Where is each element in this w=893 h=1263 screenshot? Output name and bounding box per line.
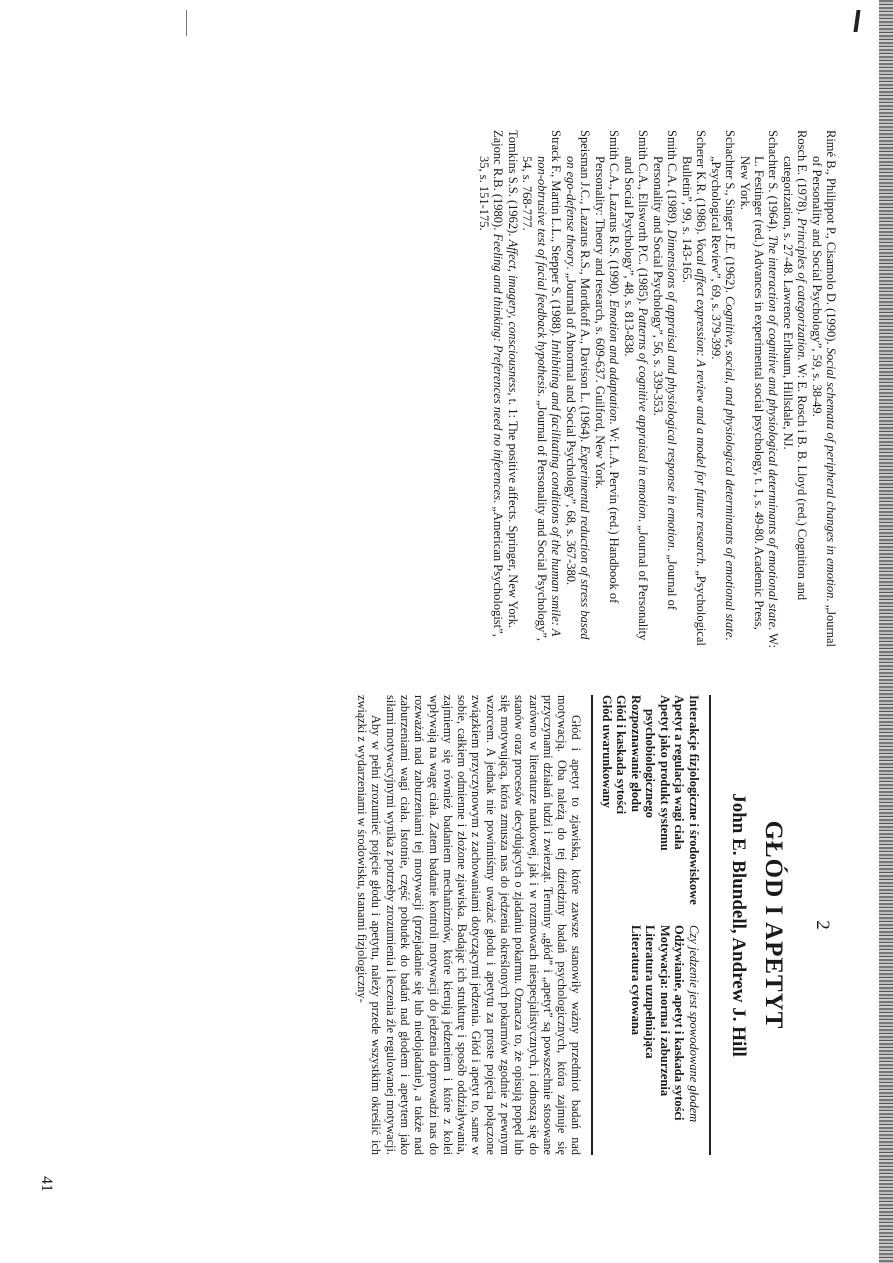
reference-source: . W: E. Rosch i B. B. Lloyd (red.) Cognition and categorization, s. 27-48. Lawrence Erlbaum, Hillsdale, NJ.	[780, 156, 809, 601]
contents-item: Literatura cytowana	[629, 925, 643, 1036]
contents-item: Apetyt jako produkt systemu psychobiologicznego	[643, 695, 672, 851]
reference-entry	[621, 130, 649, 650]
reference-authors: Scherer K.R. (1986).	[693, 130, 708, 238]
reference-authors: Smith C.A. (1989).	[664, 130, 679, 230]
contents-item: Rozpoznawanie głodu	[629, 695, 643, 813]
reference-entry	[650, 130, 678, 650]
reference-source: . „Journal of Personality and Social Psychology”, 54, s. 768-777.	[520, 156, 549, 641]
reference-title: Vocal affect expression: A review and a model for future research	[693, 237, 708, 564]
contents-item: Głód uwarunkowany	[600, 695, 614, 808]
reference-title: Cognitive, social, and physiological determinants of emotional state	[722, 295, 737, 638]
reference-entry	[476, 130, 504, 650]
reference-source: . „Journal of Personality and Social Psychology”, 56, s. 339-353.	[650, 156, 679, 611]
reference-title: Affect, imagery, consciousness	[505, 239, 520, 393]
reference-source: . „Journal of Personality and Social Psychology”, 59, s. 38-49.	[809, 156, 838, 647]
reference-authors: Schachter S., Singer J.E. (1962).	[722, 130, 737, 296]
reference-title: Experimental reduction of stress based on ego-defense theory	[563, 156, 592, 640]
contents-item: Odżywianie, apetyt i kaskada sytości	[672, 925, 687, 1121]
references-list	[476, 130, 838, 650]
chapter-contents	[594, 695, 710, 1155]
reference-source: , t. 1: The positive affects. Springer, New York.	[505, 392, 520, 629]
chapter-title: GŁÓD I APETYT	[760, 820, 787, 1030]
reference-entry	[563, 130, 591, 650]
bottom-rule	[592, 695, 594, 1155]
reference-entry	[708, 130, 736, 650]
chapter-authors: John E. Blundell, Andrew J. Hill	[728, 793, 749, 1057]
contents-item: Literatura uzupełniająca	[643, 925, 658, 1059]
reference-authors: Schachter S. (1964).	[766, 130, 780, 236]
reference-source: . „Psychological Review”, 69, s. 379-399.	[708, 156, 737, 641]
reference-authors: Speisman J.C., Lazarus R.S., Mordkoff A., Davison L. (1964).	[577, 130, 592, 446]
reference-title: Emotion and adaptation	[606, 299, 621, 422]
chapter-body	[355, 695, 584, 1155]
contents-item: Apetyt a regulacja wagi ciała	[672, 695, 687, 850]
reference-authors: Smith C.A., Lazarus R.S. (1990).	[606, 130, 621, 300]
reference-title: Feeling and thinking: Preferences need no inferences	[490, 233, 505, 501]
reference-source: . W: L.A. Pervin (red.) Handbook of Personality: Theory and research, s. 609-637. Guilford, New York.	[592, 156, 621, 604]
reference-entry	[505, 130, 519, 650]
reference-source: . „Psychological Bulletin”, 99, s. 143-165.	[679, 156, 708, 646]
reference-authors: Zajonc R.B. (1980).	[490, 130, 505, 234]
contents-item: Głód i kaskada sytości	[614, 695, 629, 815]
reference-title: Patterns of cognitive appraisal in emotion	[635, 307, 650, 519]
reference-source: . W: L. Festinger (red.) Advances in experimental social psychology, t. 1, s. 49-80. Academic Press, New York.	[737, 156, 780, 648]
reference-title: Dimensions of appraisal and physiological response in emotion	[664, 229, 679, 548]
body-paragraph: Głód i apetyt to zjawiska, które zawsze stanowiły ważny przedmiot badań nad motywacją. Oba należą do tej dziedziny badań psychologicznych, która zajmuje się przyczynami działań ludzi i zwierząt. Terminy „głód” i „apetyt” są powszechnie stosowane zarówno w literaturze naukowej, jak i w rozmowach niespecjalistycznych, i odnoszą się do stanów oraz procesów decydujących o zjadaniu pokarmu. Oznacza to, że opisują popęd lub siłę motywującą, która zmusza nas do jedzenia określonych pokarmów zgodnie z pewnym wzorcem. A jednak nie powinniśmy uważać głodu i apetytu za proste pojęcia połączone związkiem przyczynowym z zachowaniami dotyczącymi jedzenia. Głód i apetyt to, same w sobie, całkiem odmienne i złożone zjawiska. Badając ich strukturę i sposób oddziaływania, zajmiemy się również badaniem mechanizmów, które kierują jedzeniem i które z kolei wpływają na wagę ciała. Zatem badanie kontroli motywacji do jedzenia doprowadzi nas do rozważań nad zaburzeniami tej motywacji (przejadanie się lub niedojadanie), a także nad zaburzeniami wagi ciała. Istotnie, część pobudek do badań nad głodem i apetytem jako siłami motywacyjnymi wynika z potrzeby zrozumienia i leczenia źle regulowanej motywacji.	[383, 695, 584, 1155]
reference-entry	[679, 130, 707, 650]
reference-title: Social schemata of peripheral changes in emotion	[824, 347, 838, 599]
reference-source: . „Journal of Abnormal and Social Psychology”, 68, s. 367-380.	[563, 266, 578, 586]
reference-authors: Strack F., Martin L.L., Stepper S. (1988).	[548, 130, 563, 340]
reference-entry	[520, 130, 563, 650]
reference-authors: Rimé B., Philippot P., Cisamolo D. (1990).	[824, 130, 838, 348]
contents-left-column	[600, 695, 702, 925]
reference-source: . „Journal of Personality and Social Psychology”, 48, s. 813-838.	[621, 156, 650, 641]
reference-title: The interaction of cognitive and physiological determinants of emotional state	[766, 235, 780, 628]
body-paragraph: Aby w pełni zrozumieć pojęcie głodu i apetytu, należy przede wszystkim określić ich związki z wydarzeniami w środowisku, stanami fizjologiczny-	[355, 695, 384, 1155]
reference-source: . „American Psychologist”, 35, s. 151-175.	[476, 156, 505, 637]
contents-right-column	[600, 925, 702, 1155]
reference-entry	[810, 130, 838, 650]
reference-authors: Tomkins S.S. (1962).	[505, 130, 520, 240]
page-number: 41	[38, 1176, 55, 1192]
reference-title: Inhibiting and facilitating conditions of the human smile: A non-obtrusive test of facial feedback hypothesis	[534, 156, 563, 637]
reference-authors: Smith C.A., Ellsworth P.C. (1985).	[635, 130, 650, 308]
contents-item: Interakcje fizjologiczne i środowiskowe	[687, 695, 701, 905]
top-rule	[709, 695, 711, 1155]
reference-entry	[592, 130, 620, 650]
contents-item: Czy jedzenie jest spowodowane głodem	[687, 925, 701, 1123]
chapter-opening	[355, 695, 833, 1155]
reference-entry	[737, 130, 780, 650]
reference-title: Principles of categorization	[795, 217, 809, 358]
contents-item: Motywacja: norma i zaburzenia	[658, 925, 672, 1097]
reference-authors: Rosch E. (1978).	[795, 130, 809, 218]
chapter-number: 2	[812, 920, 833, 930]
reference-entry	[781, 130, 809, 650]
